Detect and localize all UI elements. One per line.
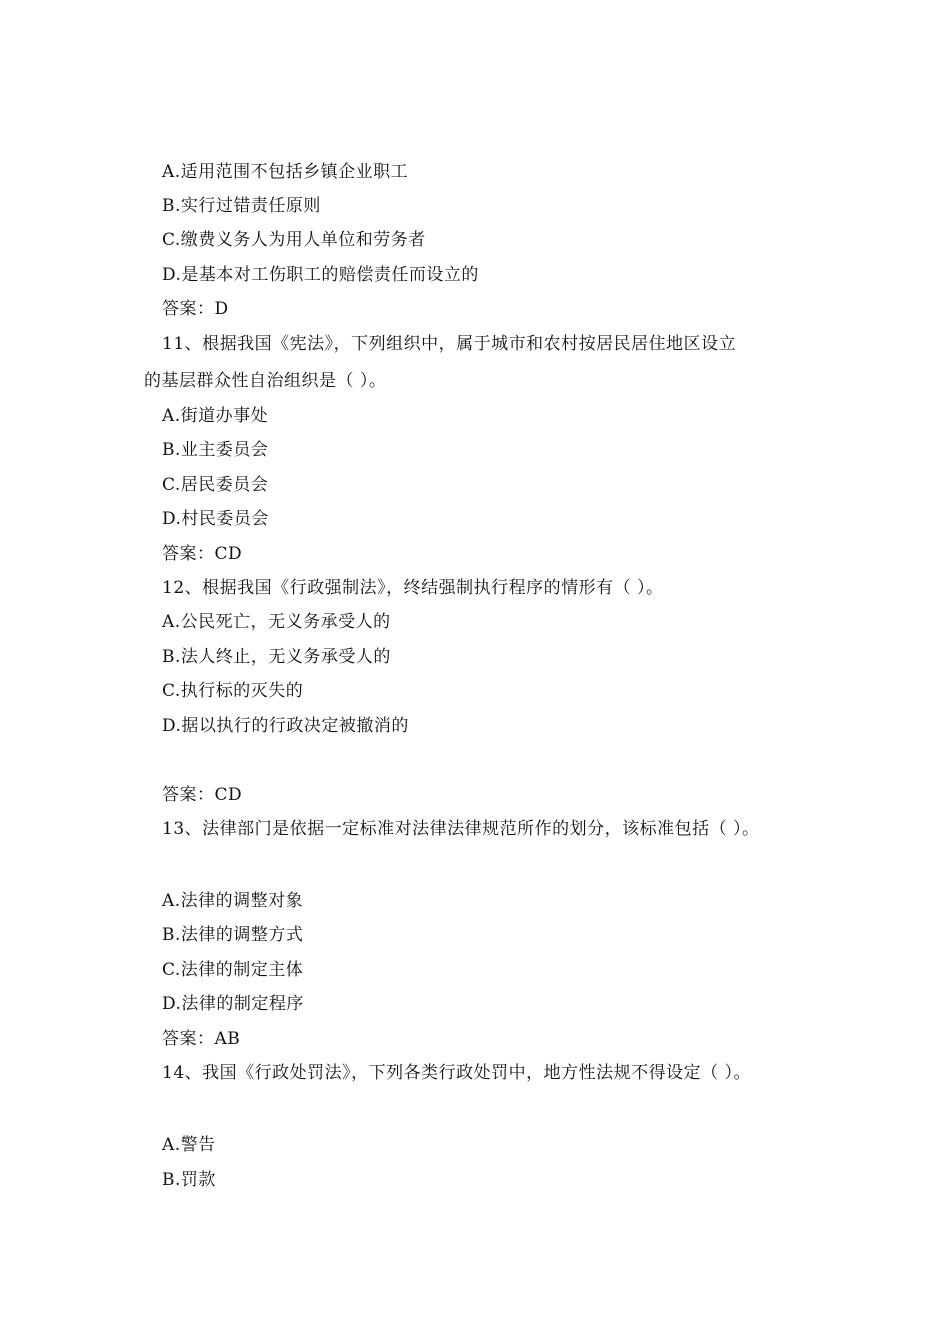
q12-option-b: B.法人终止，无义务承受人的 <box>162 647 391 667</box>
q11-option-d: D.村民委员会 <box>162 509 269 529</box>
q11-stem-line1: 11、根据我国《宪法》，下列组织中，属于城市和农村按居民居住地区设立 <box>162 334 737 354</box>
q13-option-d: D.法律的制定程序 <box>162 994 304 1014</box>
q13-option-c: C.法律的制定主体 <box>162 960 304 980</box>
q12-stem: 12、根据我国《行政强制法》，终结强制执行程序的情形有（ ）。 <box>162 578 664 598</box>
q14-option-b: B.罚款 <box>162 1170 216 1190</box>
q10-option-d: D.是基本对工伤职工的赔偿责任而设立的 <box>162 265 479 285</box>
q13-option-a: A.法律的调整对象 <box>162 891 304 911</box>
q13-stem: 13、法律部门是依据一定标准对法律法律规范所作的划分，该标准包括（ ）。 <box>162 819 760 839</box>
q12-answer: 答案：CD <box>162 785 243 805</box>
q12-option-a: A.公民死亡，无义务承受人的 <box>162 612 391 632</box>
q12-option-d: D.据以执行的行政决定被撤消的 <box>162 716 409 736</box>
q11-answer: 答案：CD <box>162 544 243 564</box>
q10-option-c: C.缴费义务人为用人单位和劳务者 <box>162 230 426 250</box>
q12-option-c: C.执行标的灭失的 <box>162 681 304 701</box>
q10-option-b: B.实行过错责任原则 <box>162 196 321 216</box>
q10-answer: 答案：D <box>162 299 229 319</box>
q13-option-b: B.法律的调整方式 <box>162 925 304 945</box>
q10-option-a: A.适用范围不包括乡镇企业职工 <box>162 162 409 182</box>
q14-stem: 14、我国《行政处罚法》，下列各类行政处罚中，地方性法规不得设定（ ）。 <box>162 1063 752 1083</box>
q14-option-a: A.警告 <box>162 1135 216 1155</box>
q11-option-b: B.业主委员会 <box>162 440 269 460</box>
q11-option-a: A.街道办事处 <box>162 406 269 426</box>
q11-option-c: C.居民委员会 <box>162 475 269 495</box>
q13-answer: 答案：AB <box>162 1029 241 1049</box>
q11-stem-line2: 的基层群众性自治组织是（ ）。 <box>144 371 387 391</box>
